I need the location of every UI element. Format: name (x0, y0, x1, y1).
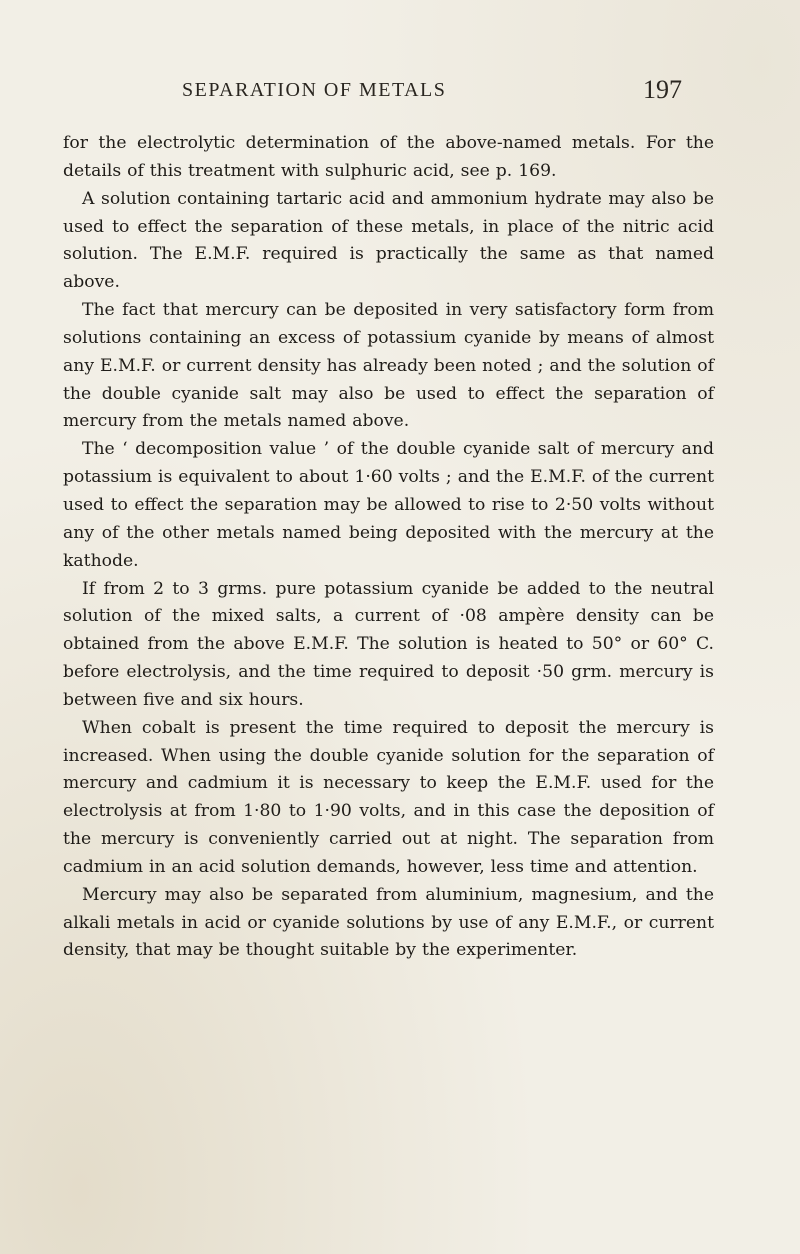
running-head (182, 77, 682, 113)
body-text (63, 130, 714, 965)
paragraph-cyanide-deposition: The fact that mercury can be deposited in very satisfactory form from solutions containing an excess of potassium cyanide by means of almost any E.M.F. or current density has already been noted ; and the solution of the double cyanide salt may also be used to effect the separation of mercury from the metals named above. (63, 300, 715, 432)
paragraph-tartaric-solution: A solution containing tartaric acid and ammonium hydrate may also be used to effect the separation of these metals, in place of the nitric acid solution. The E.M.F. required is practically the same as that named above. (63, 188, 714, 293)
paragraph-cobalt-cadmium: When cobalt is present the time required to deposit the mercury is increased. When using the double cyanide solution for the separation of mercury and cadmium it is necessary to keep the E.M.F. used for the electrolysis at from 1·80 to 1·90 volts, and in this case the deposition of the mercury is conveniently carried out at night. The separation from cadmium in an acid solution demands, however, less time and attention. (63, 717, 714, 877)
paragraph-potassium-cyanide: If from 2 to 3 grms. pure potassium cyanide be added to the neutral solution of the mixed salts, a current of ·08 ampère density can be obtained from the above E.M.F. The solution is heated to 50° or 60° C. before electrolysis, and the time required to deposit ·50 grm. mercury is between five and six hours. (63, 578, 714, 710)
paragraph-continuation: for the electrolytic determination of the above-named metals. For the details of this treatment with sulphuric acid, see p. 169. (63, 133, 714, 181)
paragraph-decomposition-value: The ‘ decomposition value ’ of the double cyanide salt of mercury and potassium is equivalent to about 1·60 volts ; and the E.M.F. of the current used to effect the separation may be allowed to rise to 2·50 volts without any of the other metals named being deposited with the mercury at the kathode. (63, 439, 714, 571)
page-number: 197 (643, 75, 682, 104)
paragraph-aluminium-magnesium: Mercury may also be separated from aluminium, magnesium, and the alkali metals in acid or cyanide solutions by use of any E.M.F., or current density, that may be thought suitable by the experimenter. (63, 884, 714, 961)
running-title: SEPARATION OF METALS (182, 79, 447, 101)
